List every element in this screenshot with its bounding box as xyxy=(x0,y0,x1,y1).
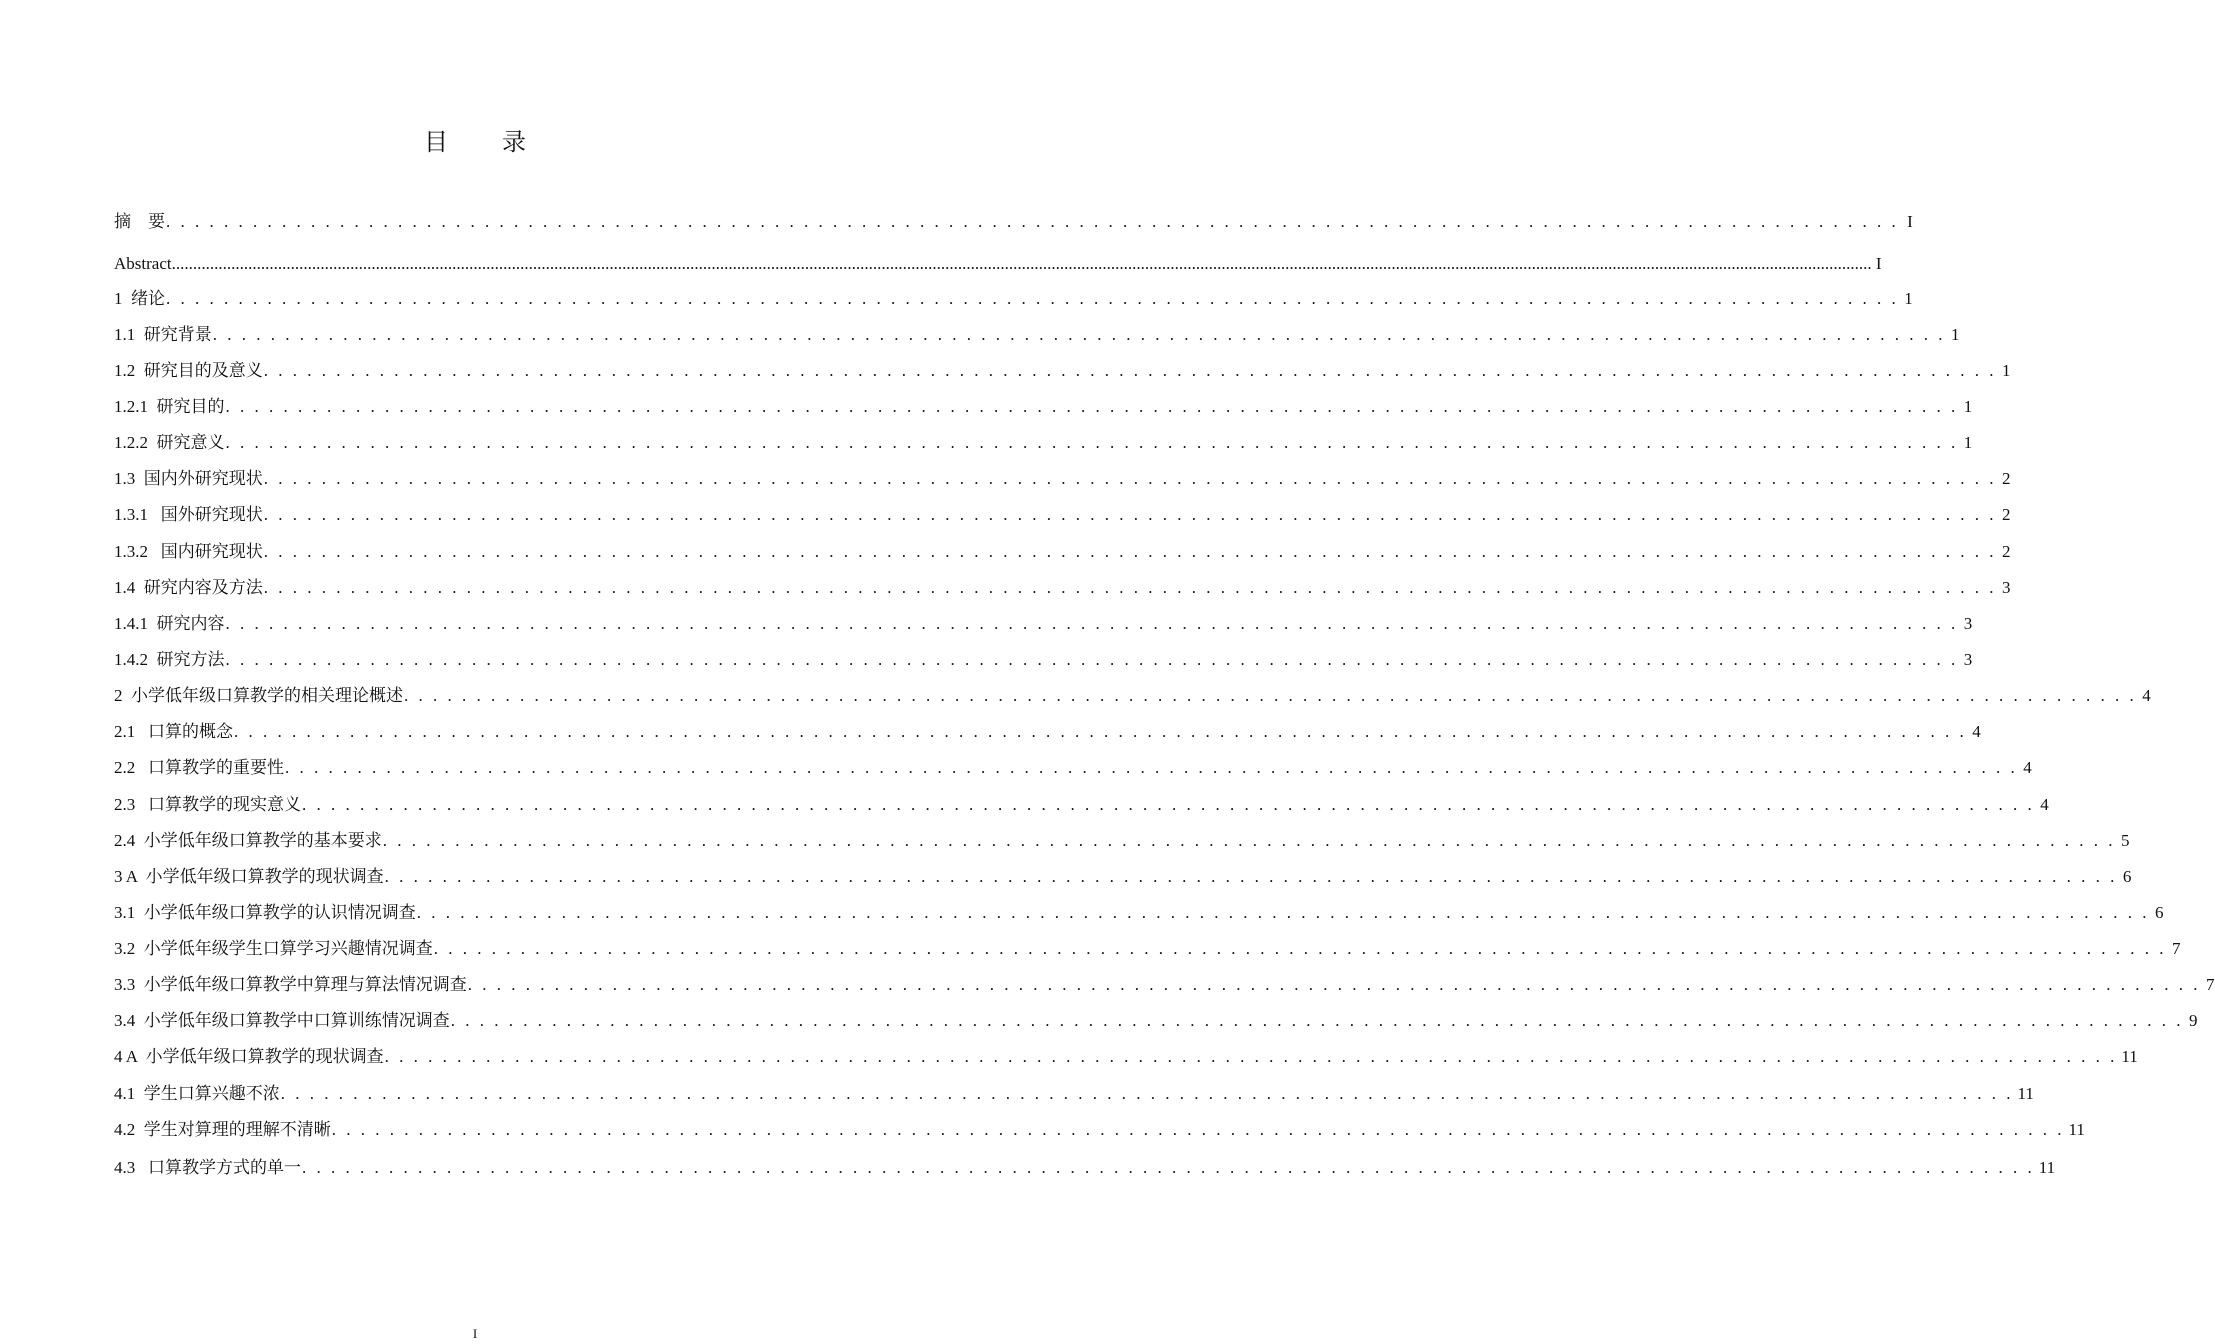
toc-entry[interactable] xyxy=(114,252,1882,276)
toc-leader-dots: . . . . . . . . . . . . . . . . . . . . . . . . . . . . . . . . . . . . . . . . . . . . . . . . . . . . . . . . . . . . . . . . . . . . . . . . . . . . . . . . . . . . . . . . . . . . . . . . . . . . . . . . . . . . . . . . . . . . . . . . xyxy=(225,397,1959,416)
toc-leader-dots: . . . . . . . . . . . . . . . . . . . . . . . . . . . . . . . . . . . . . . . . . . . . . . . . . . . . . . . . . . . . . . . . . . . . . . . . . . . . . . . . . . . . . . . . . . . . . . . . . . . . . . . . . . . . . . . . . . . . . . . . xyxy=(225,433,1959,452)
toc-entry[interactable] xyxy=(114,287,1913,311)
toc-leader-dots: . . . . . . . . . . . . . . . . . . . . . . . . . . . . . . . . . . . . . . . . . . . . . . . . . . . . . . . . . . . . . . . . . . . . . . . . . . . . . . . . . . . . . . . . . . . . . . . . . . . . . . . . . . . . . . . . . . . . . . . . xyxy=(263,505,1997,524)
toc-entry-label: 3 A 小学低年级口算教学的现状调查 xyxy=(114,867,384,886)
toc-entry-label: 1.4.2 研究方法 xyxy=(114,650,225,669)
toc-entry-label: 1.3 国内外研究现状 xyxy=(114,469,263,488)
toc-entry-label: 4.1 学生口算兴趣不浓 xyxy=(114,1084,280,1103)
toc-entry-page: 7 xyxy=(2172,939,2181,958)
toc-leader-dots: . . . . . . . . . . . . . . . . . . . . . . . . . . . . . . . . . . . . . . . . . . . . . . . . . . . . . . . . . . . . . . . . . . . . . . . . . . . . . . . . . . . . . . . . . . . . . . . . . . . . . . . . . . . . . . . . . . . . . . . . xyxy=(285,758,2018,777)
toc-entry-page: 1 xyxy=(1951,325,1960,344)
toc-entry[interactable] xyxy=(114,1118,2085,1142)
toc-entry-label: 1.4 研究内容及方法 xyxy=(114,578,263,597)
toc-entry-page: 4 xyxy=(2040,795,2049,814)
toc-leader-dots: . . . . . . . . . . . . . . . . . . . . . . . . . . . . . . . . . . . . . . . . . . . . . . . . . . . . . . . . . . . . . . . . . . . . . . . . . . . . . . . . . . . . . . . . . . . . . . . . . . . . . . . . . . . . . . . . . . . . . . . . xyxy=(331,1120,2065,1139)
toc-entry[interactable] xyxy=(114,359,2011,383)
toc-entry-page: 4 xyxy=(2023,758,2032,777)
toc-entry-page: I xyxy=(1907,212,1913,231)
toc-entry-page: 1 xyxy=(1904,289,1913,308)
toc-entry-label: Abstract xyxy=(114,254,172,273)
toc-leader-dots: . . . . . . . . . . . . . . . . . . . . . . . . . . . . . . . . . . . . . . . . . . . . . . . . . . . . . . . . . . . . . . . . . . . . . . . . . . . . . . . . . . . . . . . . . . . . . . . . . . . . . . . . . . . . . . . . . . . . . . . . xyxy=(382,831,2116,850)
toc-entry-page: 4 xyxy=(2142,686,2151,705)
toc-leader-dots: . . . . . . . . . . . . . . . . . . . . . . . . . . . . . . . . . . . . . . . . . . . . . . . . . . . . . . . . . . . . . . . . . . . . . . . . . . . . . . . . . . . . . . . . . . . . . . . . . . . . . . . . . . . . . . . . . . . . . . . . xyxy=(433,939,2167,958)
toc-entry[interactable] xyxy=(114,684,2151,708)
toc-entry[interactable] xyxy=(114,1045,2138,1069)
toc-entry-page: 3 xyxy=(1963,650,1973,669)
toc-entry[interactable] xyxy=(114,1082,2034,1106)
toc-leader-dots: . . . . . . . . . . . . . . . . . . . . . . . . . . . . . . . . . . . . . . . . . . . . . . . . . . . . . . . . . . . . . . . . . . . . . . . . . . . . . . . . . . . . . . . . . . . . . . . . . . . . . . . . . . . . . . . . . . . . . . . . xyxy=(384,867,2118,886)
toc-entry-page: 1 xyxy=(1963,433,1973,452)
toc-entry-page: 11 xyxy=(2121,1047,2138,1066)
toc-entry-label: 3.3 小学低年级口算教学中算理与算法情况调查 xyxy=(114,975,467,994)
toc-entry-label: 2.2 口算教学的重要性 xyxy=(114,758,284,777)
toc-entry-label: 3.2 小学低年级学生口算学习兴趣情况调查 xyxy=(114,939,433,958)
toc-entry-label: 1.2.1 研究目的 xyxy=(114,397,225,416)
toc-entry-label: 4.2 学生对算理的理解不清晰 xyxy=(114,1120,331,1139)
toc-leader-dots: . . . . . . . . . . . . . . . . . . . . . . . . . . . . . . . . . . . . . . . . . . . . . . . . . . . . . . . . . . . . . . . . . . . . . . . . . . . . . . . . . . . . . . . . . . . . . . . . . . . . . . . . . . . . . . . . . . . . . . . . xyxy=(212,325,1946,344)
toc-entry[interactable] xyxy=(114,865,2132,889)
toc-leader-dots: . . . . . . . . . . . . . . . . . . . . . . . . . . . . . . . . . . . . . . . . . . . . . . . . . . . . . . . . . . . . . . . . . . . . . . . . . . . . . . . . . . . . . . . . . . . . . . . . . . . . . . . . . . . . . . . . . . . . . . . . xyxy=(416,903,2150,922)
toc-entry-label: 1.3.1 国外研究现状 xyxy=(114,505,263,524)
toc-entry[interactable] xyxy=(114,467,2011,491)
toc-entry-label: 1.2.2 研究意义 xyxy=(114,433,225,452)
toc-entry[interactable] xyxy=(114,1156,2056,1180)
toc-entry[interactable] xyxy=(114,720,1981,744)
toc-entry-page: 2 xyxy=(2002,542,2011,561)
toc-entry-page: 11 xyxy=(2068,1120,2085,1139)
toc-leader-dots: . . . . . . . . . . . . . . . . . . . . . . . . . . . . . . . . . . . . . . . . . . . . . . . . . . . . . . . . . . . . . . . . . . . . . . . . . . . . . . . . . . . . . . . . . . . . . . . . . . . . . . . . . . . . . . . . . . . . . . . . xyxy=(225,650,1959,669)
toc-entry-label: 3.4 小学低年级口算教学中口算训练情况调查 xyxy=(114,1011,450,1030)
toc-entry[interactable] xyxy=(114,756,2032,780)
toc-leader-dots: . . . . . . . . . . . . . . . . . . . . . . . . . . . . . . . . . . . . . . . . . . . . . . . . . . . . . . . . . . . . . . . . . . . . . . . . . . . . . . . . . . . . . . . . . . . . . . . . . . . . . . . . . . . . . . . . . . . . . . . . xyxy=(450,1011,2184,1030)
toc-entry-page: 6 xyxy=(2155,903,2164,922)
toc-leader-dots: . . . . . . . . . . . . . . . . . . . . . . . . . . . . . . . . . . . . . . . . . . . . . . . . . . . . . . . . . . . . . . . . . . . . . . . . . . . . . . . . . . . . . . . . . . . . . . . . . . . . . . . . . . . . . . . . . . . . . . . . xyxy=(280,1084,2014,1103)
toc-entry-label: 2.3 口算教学的现实意义 xyxy=(114,795,301,814)
toc-entry[interactable] xyxy=(114,323,1960,347)
page-title: 目 录 xyxy=(424,130,550,156)
toc-entry-label: 2 小学低年级口算教学的相关理论概述 xyxy=(114,686,403,705)
toc-entry[interactable] xyxy=(114,576,2011,600)
toc-entry[interactable] xyxy=(114,829,2130,853)
toc-leader-dots: . . . . . . . . . . . . . . . . . . . . . . . . . . . . . . . . . . . . . . . . . . . . . . . . . . . . . . . . . . . . . . . . . . . . . . . . . . . . . . . . . . . . . . . . . . . . . . . . . . . . . . . . . . . . . . . . . . . . . . . . xyxy=(263,469,1997,488)
toc-entry-page: 4 xyxy=(1972,722,1981,741)
toc-entry-page: 6 xyxy=(2122,867,2132,886)
toc-leader-dots: . . . . . . . . . . . . . . . . . . . . . . . . . . . . . . . . . . . . . . . . . . . . . . . . . . . . . . . . . . . . . . . . . . . . . . . . . . . . . . . . . . . . . . . . . . . . . . . . . . . . . . . . . . . . . . . . . . . . . . . . xyxy=(467,975,2201,994)
toc-entry[interactable] xyxy=(114,395,1973,419)
toc-entry-page: 1 xyxy=(2002,361,2011,380)
toc-entry[interactable] xyxy=(114,793,2049,817)
toc-entry[interactable] xyxy=(114,1009,2198,1033)
toc-leader-dots: . . . . . . . . . . . . . . . . . . . . . . . . . . . . . . . . . . . . . . . . . . . . . . . . . . . . . . . . . . . . . . . . . . . . . . . . . . . . . . . . . . . . . . . . . . . . . . . . . . . . . . . . . . . . . . . . . . . . . . . . xyxy=(234,722,1967,741)
toc-leader-dots: . . . . . . . . . . . . . . . . . . . . . . . . . . . . . . . . . . . . . . . . . . . . . . . . . . . . . . . . . . . . . . . . . . . . . . . . . . . . . . . . . . . . . . . . . . . . . . . . . . . . . . . . . . . . . . . . . . . . . . . . xyxy=(404,686,2137,705)
toc-entry-page: 9 xyxy=(2189,1011,2198,1030)
toc-entry-label: 4 A 小学低年级口算教学的现状调查 xyxy=(114,1047,384,1066)
toc-entry-label: 1.3.2 国内研究现状 xyxy=(114,542,263,561)
toc-entry-page: 2 xyxy=(2002,505,2011,524)
toc-entry-page: 11 xyxy=(2017,1084,2034,1103)
toc-leader-dots: . . . . . . . . . . . . . . . . . . . . . . . . . . . . . . . . . . . . . . . . . . . . . . . . . . . . . . . . . . . . . . . . . . . . . . . . . . . . . . . . . . . . . . . . . . . . . . . . . . . . . . . . . . . . . . . . . . . . . . . . xyxy=(302,1158,2035,1177)
toc-entry-label: 摘 要 xyxy=(114,212,165,231)
toc-leader-dots: . . . . . . . . . . . . . . . . . . . . . . . . . . . . . . . . . . . . . . . . . . . . . . . . . . . . . . . . . . . . . . . . . . . . . . . . . . . . . . . . . . . . . . . . . . . . . . . . . . . . . . . . . . . . . . . . . . . . . . . . xyxy=(166,212,1899,231)
toc-entry-label: 4.3 口算教学方式的单一 xyxy=(114,1158,301,1177)
toc-entry[interactable] xyxy=(114,503,2011,527)
toc-leader-dots: . . . . . . . . . . . . . . . . . . . . . . . . . . . . . . . . . . . . . . . . . . . . . . . . . . . . . . . . . . . . . . . . . . . . . . . . . . . . . . . . . . . . . . . . . . . . . . . . . . . . . . . . . . . . . . . . . . . . . . . . xyxy=(166,289,1899,308)
toc-entry-page: 3 xyxy=(1963,614,1973,633)
toc-entry-label: 1.4.1 研究内容 xyxy=(114,614,225,633)
toc-entry-page: I xyxy=(1875,254,1882,273)
toc-leader-dots: ................................................................................................................................................................................................................................................................................................................................................................................................................ xyxy=(171,254,1872,273)
toc-entry-page: 2 xyxy=(2002,469,2011,488)
footer-page-number: I xyxy=(472,1326,478,1341)
toc-entry-page: 7 xyxy=(2206,975,2215,994)
toc-entry-page: 5 xyxy=(2121,831,2130,850)
toc-entry[interactable] xyxy=(114,937,2181,961)
toc-entry[interactable] xyxy=(114,431,1973,455)
toc-entry-label: 3.1 小学低年级口算教学的认识情况调查 xyxy=(114,903,416,922)
toc-entry[interactable] xyxy=(114,648,1973,672)
toc-entry[interactable] xyxy=(114,901,2164,925)
toc-entry-label: 1.2 研究目的及意义 xyxy=(114,361,263,380)
toc-leader-dots: . . . . . . . . . . . . . . . . . . . . . . . . . . . . . . . . . . . . . . . . . . . . . . . . . . . . . . . . . . . . . . . . . . . . . . . . . . . . . . . . . . . . . . . . . . . . . . . . . . . . . . . . . . . . . . . . . . . . . . . . xyxy=(263,361,1997,380)
toc-entry[interactable] xyxy=(114,973,2215,997)
toc-leader-dots: . . . . . . . . . . . . . . . . . . . . . . . . . . . . . . . . . . . . . . . . . . . . . . . . . . . . . . . . . . . . . . . . . . . . . . . . . . . . . . . . . . . . . . . . . . . . . . . . . . . . . . . . . . . . . . . . . . . . . . . . xyxy=(225,614,1959,633)
toc-entry-label: 1 绪论 xyxy=(114,289,165,308)
toc-entry[interactable] xyxy=(114,210,1913,234)
toc-entry-label: 1.1 研究背景 xyxy=(114,325,212,344)
toc-entry-label: 2.1 口算的概念 xyxy=(114,722,233,741)
toc-entry[interactable] xyxy=(114,612,1973,636)
toc-entry[interactable] xyxy=(114,540,2011,564)
toc-entry-page: 3 xyxy=(2002,578,2011,597)
toc-entry-page: 11 xyxy=(2038,1158,2056,1177)
toc-leader-dots: . . . . . . . . . . . . . . . . . . . . . . . . . . . . . . . . . . . . . . . . . . . . . . . . . . . . . . . . . . . . . . . . . . . . . . . . . . . . . . . . . . . . . . . . . . . . . . . . . . . . . . . . . . . . . . . . . . . . . . . . xyxy=(263,578,1997,597)
toc-leader-dots: . . . . . . . . . . . . . . . . . . . . . . . . . . . . . . . . . . . . . . . . . . . . . . . . . . . . . . . . . . . . . . . . . . . . . . . . . . . . . . . . . . . . . . . . . . . . . . . . . . . . . . . . . . . . . . . . . . . . . . . . xyxy=(384,1047,2118,1066)
toc-leader-dots: . . . . . . . . . . . . . . . . . . . . . . . . . . . . . . . . . . . . . . . . . . . . . . . . . . . . . . . . . . . . . . . . . . . . . . . . . . . . . . . . . . . . . . . . . . . . . . . . . . . . . . . . . . . . . . . . . . . . . . . . xyxy=(263,542,1997,561)
toc-entry-label: 2.4 小学低年级口算教学的基本要求 xyxy=(114,831,382,850)
toc-leader-dots: . . . . . . . . . . . . . . . . . . . . . . . . . . . . . . . . . . . . . . . . . . . . . . . . . . . . . . . . . . . . . . . . . . . . . . . . . . . . . . . . . . . . . . . . . . . . . . . . . . . . . . . . . . . . . . . . . . . . . . . . xyxy=(302,795,2035,814)
toc-entry-page: 1 xyxy=(1963,397,1973,416)
